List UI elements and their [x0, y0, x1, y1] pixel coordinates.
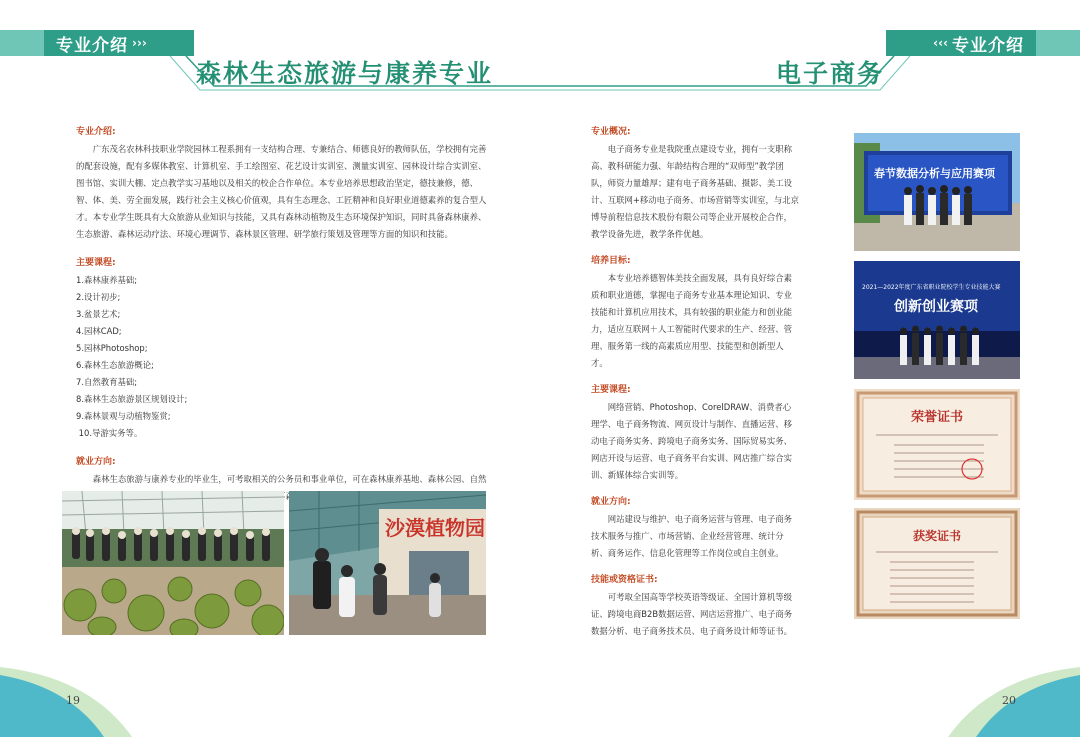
right-section-tag	[886, 30, 1036, 56]
list-item: 9.森林景观与动植物鉴赏;	[76, 411, 171, 421]
intro-text: 广东茂名农林科技职业学院园林工程系拥有一支结构合理、专兼结合、师德良好的教师队伍，学校拥有完善的配套设施，配有多媒体教室、计算机室、手工绘图室、花艺设计实训室、测量实训室、园林设计综合实训室、图书馆、实训大棚、定点教学实习基地以及相关的校企合作单位。本专业培养思想政治坚定，德技兼修，德、智、体、美、劳全面发展，践行社会主义核心价值观，具有生态理念、工匠精神和良好职业道德素养的复合型人才。本专业学生既具有大众旅游从业知识与技能，又具有森林动植物及生态环境保护知识，同时具备森林康养、生态旅游、森林运动疗法、环境心理调节、森林景区管理、研学旅行策划及管理等方面的知识和技能。	[76, 144, 487, 239]
right-page	[540, 0, 1080, 737]
certs-section	[591, 572, 799, 640]
intro-heading: 专业介绍:	[76, 127, 116, 137]
garden-sign-text: 沙漠植物园	[385, 516, 485, 540]
left-page-number: 19	[66, 694, 80, 707]
courses-heading: 主要课程:	[76, 258, 116, 268]
right-arrows-icon: ›››	[132, 36, 147, 50]
right-page-title: 电子商务	[775, 59, 884, 88]
stage-top-text: 2021—2022年度广东省职业院校学生专业技能大赛	[862, 284, 1001, 291]
course-list	[76, 272, 490, 442]
career-text: 森林生态旅游与康养专业的毕业生，可考取相关的公务员和事业单位，可在森林康养基地、森林公园、自然 事森	[92, 474, 487, 501]
innovation-contest-photo	[854, 261, 1020, 379]
intro-section	[76, 124, 490, 243]
certs-heading: 技能或资格证书:	[591, 575, 658, 585]
list-item: 2.设计初步;	[76, 292, 121, 302]
left-section-tag	[44, 30, 194, 56]
right-edge-block	[1036, 30, 1080, 56]
right-page-number: 20	[1002, 694, 1016, 707]
right-section-tag-label: 专业介绍	[952, 35, 1024, 56]
ec-courses-section	[591, 382, 799, 484]
competition-team-photo	[854, 133, 1020, 251]
overview-section	[591, 124, 799, 243]
cactus-greenhouse-photo	[62, 491, 284, 635]
ec-career-section	[591, 494, 799, 562]
ec-career-text: 网站建设与维护、电子商务运营与管理、电子商务技术服务与推广、市场营销、企业经营管理、统计分析、商务运作、信息化管理等工作岗位或自主创业。	[591, 514, 793, 558]
right-content	[591, 124, 799, 650]
goal-section	[591, 253, 799, 372]
ec-courses-heading: 主要课程:	[591, 385, 631, 395]
list-item: 5.园林Photoshop;	[76, 343, 148, 353]
left-section-tag-label: 专业介绍	[56, 35, 128, 56]
overview-text: 电子商务专业是我院重点建设专业，拥有一支职称高、教科研能力强、年龄结构合理的“双师型”教学团队，师资力量雄厚；建有电子商务基础、摄影、美工设计、互联网+移动电子商务、市场营销等实训室，与北京博导前程信息技术股份有限公司等企业开展校企合作，教学设备先进，教学条件优越。	[591, 144, 800, 239]
botanical-garden-photo	[289, 491, 486, 635]
list-item: 4.园林CAD;	[76, 326, 122, 336]
honor-cert-title: 荣誉证书	[910, 410, 964, 425]
list-item: 3.盆景艺术;	[76, 309, 121, 319]
award-cert-title: 获奖证书	[912, 529, 962, 543]
stage-banner-text: 创新创业赛项	[894, 299, 978, 315]
list-item: 10.导游实务等。	[76, 428, 143, 438]
left-page-title: 森林生态旅游与康养专业	[196, 59, 494, 88]
list-item: 1.森林康养基础;	[76, 275, 138, 285]
ec-courses-text: 网络营销、Photoshop、CorelDRAW、消费者心理学、电子商务物流、网页设计与制作、直播运营、移动电子商务实务、跨境电子商务实务、国际贸易实务、网店开设与运营、电子商务平台实训、网店推广综合实训、新媒体综合实训等。	[591, 402, 792, 480]
goal-heading: 培养目标:	[591, 256, 631, 266]
career-heading: 就业方向:	[76, 457, 116, 467]
left-arrows-icon: ‹‹‹	[933, 36, 948, 50]
goal-text: 本专业培养德智体美技全面发展，具有良好综合素质和职业道德，掌握电子商务专业基本理论知识、专业技能和计算机应用技术，具有较强的职业能力和创业能力，适应互联网＋人工智能时代要求的生产、经营、管理、服务第一线的高素质应用型、技能型和创新型人才。	[591, 273, 793, 368]
certs-text: 可考取全国高等学校英语等级证、全国计算机等级证、跨境电商B2B数据运营、网店运营推广、电子商务数据分析、电子商务技术员、电子商务设计师等证书。	[591, 592, 793, 636]
left-edge-block	[0, 30, 44, 56]
banner-text: 春节数据分析与应用赛项	[874, 167, 995, 180]
left-content	[76, 124, 490, 534]
list-item: 8.森林生态旅游景区规划设计;	[76, 394, 188, 404]
award-certificate	[854, 508, 1020, 619]
list-item: 6.森林生态旅游概论;	[76, 360, 154, 370]
ec-career-heading: 就业方向:	[591, 497, 631, 507]
honor-certificate	[854, 389, 1020, 500]
courses-section	[76, 255, 490, 442]
list-item: 7.自然教育基础;	[76, 377, 138, 387]
overview-heading: 专业概况:	[591, 127, 631, 137]
